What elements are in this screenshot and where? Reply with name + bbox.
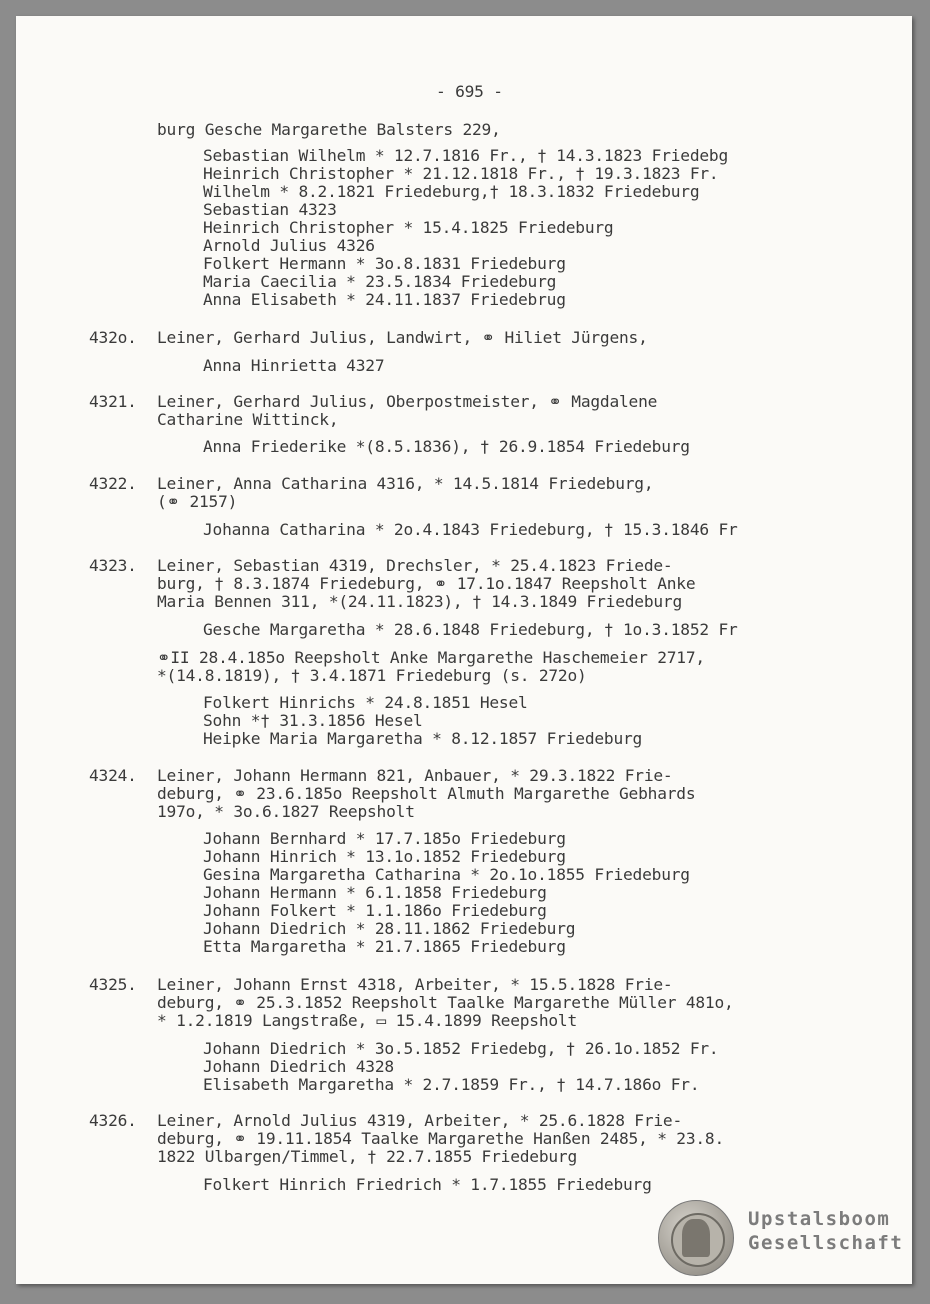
entry-number: 4325.: [89, 975, 137, 994]
publisher-branding: [658, 1200, 908, 1280]
entry-number: 4321.: [89, 392, 137, 411]
child-line: Folkert Hermann * 3o.8.1831 Friedeburg: [203, 254, 566, 273]
child-line: Arnold Julius 4326: [203, 236, 375, 255]
entry-text-line: * 1.2.1819 Langstraße, ▭ 15.4.1899 Reepsholt: [157, 1011, 578, 1030]
entry-header-line: Leiner, Arnold Julius 4319, Arbeiter, * 25.6.1828 Frie-: [157, 1111, 683, 1130]
entry-header-line: Leiner, Johann Ernst 4318, Arbeiter, * 15.5.1828 Frie-: [157, 975, 673, 994]
entry-text-line: *(14.8.1819), † 3.4.1871 Friedeburg (s. 272o): [157, 666, 587, 685]
entry-text-line: deburg, ⚭ 19.11.1854 Taalke Margarethe Hanßen 2485, * 23.8.: [157, 1129, 725, 1148]
child-line: Gesina Margaretha Catharina * 2o.1o.1855 Friedeburg: [203, 865, 690, 884]
child-line: Johanna Catharina * 2o.4.1843 Friedeburg, † 15.3.1846 Fr: [203, 520, 738, 539]
child-line: Anna Elisabeth * 24.11.1837 Friedebrug: [203, 290, 566, 309]
child-line: Sebastian 4323: [203, 200, 337, 219]
entry-text-line: Catharine Wittinck,: [157, 410, 339, 429]
child-line: Johann Hinrich * 13.1o.1852 Friedeburg: [203, 847, 566, 866]
child-line: Johann Diedrich * 3o.5.1852 Friedebg, † 26.1o.1852 Fr.: [203, 1039, 719, 1058]
entry-text-line: ⚭II 28.4.185o Reepsholt Anke Margarethe Haschemeier 2717,: [157, 648, 705, 667]
document-text: [16, 16, 912, 1284]
child-line: Folkert Hinrichs * 24.8.1851 Hesel: [203, 693, 528, 712]
entry-header-line: Leiner, Anna Catharina 4316, * 14.5.1814 Friedeburg,: [157, 474, 654, 493]
text-line: burg Gesche Margarethe Balsters 229,: [157, 120, 501, 139]
child-line: Heipke Maria Margaretha * 8.12.1857 Friedeburg: [203, 729, 643, 748]
entry-header-line: Leiner, Gerhard Julius, Landwirt, ⚭ Hiliet Jürgens,: [157, 328, 648, 347]
child-line: Sebastian Wilhelm * 12.7.1816 Fr., † 14.3.1823 Friedebg: [203, 146, 729, 165]
child-line: Etta Margaretha * 21.7.1865 Friedeburg: [203, 937, 566, 956]
child-line: Johann Diedrich * 28.11.1862 Friedeburg: [203, 919, 576, 938]
child-line: Maria Caecilia * 23.5.1834 Friedeburg: [203, 272, 557, 291]
child-line: Johann Hermann * 6.1.1858 Friedeburg: [203, 883, 547, 902]
child-line: Anna Hinrietta 4327: [203, 356, 385, 375]
entry-text-line: 1822 Ulbargen/Timmel, † 22.7.1855 Friedeburg: [157, 1147, 578, 1166]
child-line: Elisabeth Margaretha * 2.7.1859 Fr., † 14.7.186o Fr.: [203, 1075, 700, 1094]
page-number: - 695 -: [436, 82, 503, 101]
child-line: Anna Friederike *(8.5.1836), † 26.9.1854 Friedeburg: [203, 437, 690, 456]
entry-text-line: deburg, ⚭ 25.3.1852 Reepsholt Taalke Margarethe Müller 481o,: [157, 993, 734, 1012]
child-line: Gesche Margaretha * 28.6.1848 Friedeburg, † 1o.3.1852 Fr: [203, 620, 738, 639]
child-line: Heinrich Christopher * 21.12.1818 Fr., † 19.3.1823 Fr.: [203, 164, 719, 183]
entry-number: 4322.: [89, 474, 137, 493]
entry-text-line: Maria Bennen 311, *(24.11.1823), † 14.3.1849 Friedeburg: [157, 592, 683, 611]
document-page: [16, 16, 912, 1284]
brand-line-2: Gesellschaft: [748, 1232, 904, 1254]
entry-text-line: burg, † 8.3.1874 Friedeburg, ⚭ 17.1o.1847 Reepsholt Anke: [157, 574, 696, 593]
child-line: Johann Diedrich 4328: [203, 1057, 394, 1076]
entry-number: 4326.: [89, 1111, 137, 1130]
entry-text-line: 197o, * 3o.6.1827 Reepsholt: [157, 802, 415, 821]
entry-number: 4323.: [89, 556, 137, 575]
entry-header-line: Leiner, Johann Hermann 821, Anbauer, * 29.3.1822 Frie-: [157, 766, 673, 785]
child-line: Wilhelm * 8.2.1821 Friedeburg,† 18.3.1832 Friedeburg: [203, 182, 700, 201]
entry-number: 432o.: [89, 328, 137, 347]
child-line: Johann Folkert * 1.1.186o Friedeburg: [203, 901, 547, 920]
entry-header-line: Leiner, Gerhard Julius, Oberpostmeister, ⚭ Magdalene: [157, 392, 658, 411]
child-line: Heinrich Christopher * 15.4.1825 Friedeburg: [203, 218, 614, 237]
brand-line-1: Upstalsboom: [748, 1208, 891, 1230]
entry-text-line: deburg, ⚭ 23.6.185o Reepsholt Almuth Margarethe Gebhards: [157, 784, 696, 803]
entry-header-line: Leiner, Sebastian 4319, Drechsler, * 25.4.1823 Friede-: [157, 556, 673, 575]
child-line: Folkert Hinrich Friedrich * 1.7.1855 Friedeburg: [203, 1175, 652, 1194]
seal-icon: [658, 1200, 734, 1276]
child-line: Sohn *† 31.3.1856 Hesel: [203, 711, 423, 730]
entry-number: 4324.: [89, 766, 137, 785]
entry-text-line: (⚭ 2157): [157, 492, 238, 511]
child-line: Johann Bernhard * 17.7.185o Friedeburg: [203, 829, 566, 848]
